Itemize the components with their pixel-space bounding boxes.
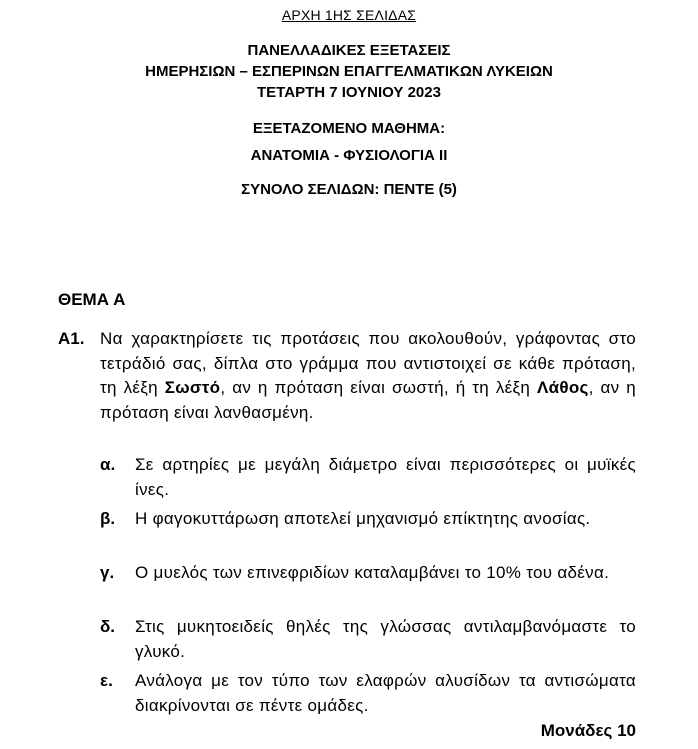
question-text — [100, 327, 636, 425]
exam-title: ΠΑΝΕΛΛΑΔΙΚΕΣ ΕΞΕΤΑΣΕΙΣ — [247, 42, 451, 59]
question-number: Α1. — [58, 329, 85, 348]
subject-name: ΑΝΑΤΟΜΙΑ - ΦΥΣΙΟΛΟΓΙΑ ΙΙ — [250, 147, 448, 164]
statement-text: Ο μυελός των επινεφριδίων καταλαμβάνει το 10% του αδένα. — [135, 563, 610, 582]
question-text-part: , αν η πρόταση είναι σωστή, ή τη λέξη — [220, 378, 537, 397]
statement-text: Η φαγοκυττάρωση αποτελεί μηχανισμό επίκτητης ανοσίας. — [135, 509, 591, 528]
correct-word: Σωστό — [164, 378, 221, 397]
statement-text: Σε αρτηρίες με μεγάλη διάμετρο είναι περισσότερες οι μυϊκές ίνες. — [135, 455, 636, 499]
question-text-part: Να χαρακτηρίσετε τις προτάσεις που ακολουθούν, γράφοντας στο τετράδιό σας, δίπλα στο γράμμα που αντιστοιχεί σε κάθε πρόταση, τη λέξη — [100, 329, 636, 397]
pages-total: ΣΥΝΟΛΟ ΣΕΛΙΔΩΝ: ΠΕΝΤΕ (5) — [241, 181, 457, 198]
statement-text: Στις μυκητοειδείς θηλές της γλώσσας αντιλαμβανόμαστε το γλυκό. — [135, 617, 636, 661]
statement-letter: γ. — [100, 563, 115, 582]
statement-text: Ανάλογα με τον τύπο των ελαφρών αλυσίδων τα αντισώματα διακρίνονται σε πέντε ομάδες. — [135, 671, 636, 715]
subject-label: ΕΞΕΤΑΖΟΜΕΝΟ ΜΑΘΗΜΑ: — [252, 120, 446, 137]
statement-letter: ε. — [100, 671, 113, 690]
exam-date: ΤΕΤΑΡΤΗ 7 ΙΟΥΝΙΟΥ 2023 — [257, 84, 441, 101]
exam-heading — [0, 40, 698, 103]
exam-schools: ΗΜΕΡΗΣΙΩΝ – ΕΣΠΕΡΙΝΩΝ ΕΠΑΓΓΕΛΜΑΤΙΚΩΝ ΛΥΚΕΙΩΝ — [145, 63, 553, 80]
page-marker: ΑΡΧΗ 1ΗΣ ΣΕΛΙΔΑΣ — [281, 7, 417, 23]
statement-letter: δ. — [100, 617, 116, 636]
statement-letter: α. — [100, 455, 116, 474]
marks-label: Μονάδες 10 — [540, 721, 636, 740]
question-text-part: , αν η πρόταση είναι λανθασμένη. — [100, 378, 636, 422]
wrong-word: Λάθος — [536, 378, 589, 397]
theme-title: ΘΕΜΑ Α — [58, 290, 126, 309]
statement-letter: β. — [100, 509, 116, 528]
